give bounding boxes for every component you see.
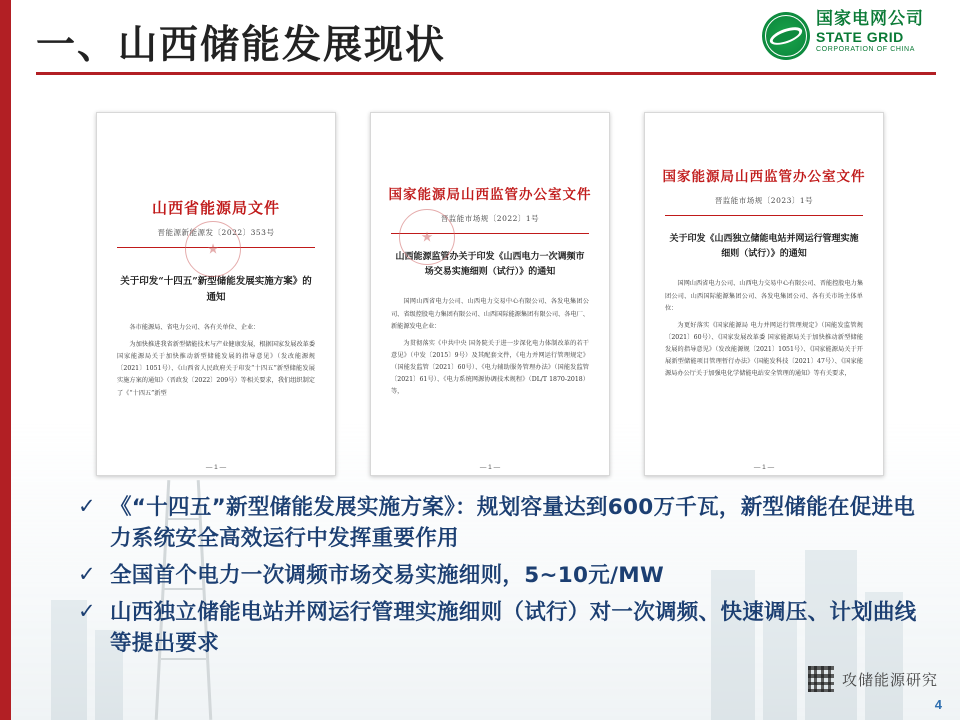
document-thumbnail[interactable] bbox=[96, 112, 336, 476]
document-paragraph: 国网山西省电力公司、山西电力交易中心有限公司、晋能控股电力集团公司、山西国际能源集团公司、各发电集团公司、各有关市场主体单位： bbox=[665, 280, 864, 312]
document-paragraph: 为加快推进我省新型储能技术与产业健康发展，根据国家发展改革委 国家能源局关于加快推动新型储能发展的指导意见》（发改能源规〔2021〕1051号）、《山西省人民政府关于印发“十四五”新型储能发展实施方案的通知》（晋政发〔2022〕209号）等相关要求，我们组织制定了《“十四五”新型 bbox=[117, 341, 316, 397]
document-page-mark: — 1 — bbox=[753, 464, 775, 471]
red-official-seal-icon: ★ bbox=[399, 209, 455, 265]
footer-brand-name: 攻储能源研究 bbox=[841, 670, 938, 689]
document-thumbnail-group bbox=[96, 112, 886, 474]
check-icon: ✓ bbox=[78, 494, 96, 518]
left-accent-bar bbox=[0, 0, 11, 720]
document-paragraph: 为更好落实《国家能源局 电力并网运行管理规定》（国能发监管规〔2021〕60号）、《国家发展改革委 国家能源局关于加快推动新型储能发展的指导意见》（发改能源规〔2021〕1051号）、《国家能源局关于开展新型储能项目管理暂行办法》（国能发科技〔2021〕47号）、《国家能源局办公厅关于加强电化学储能电站安全管理的通知》等有关要求， bbox=[665, 321, 863, 378]
check-icon: ✓ bbox=[78, 599, 96, 623]
bullet-item bbox=[72, 492, 917, 554]
document-number: 晋监能市场规〔2023〕1号 bbox=[714, 195, 814, 205]
document-thumbnail[interactable] bbox=[370, 112, 610, 476]
document-number: 晋能源新能源发〔2022〕353号 bbox=[157, 227, 275, 237]
document-thumbnail[interactable] bbox=[644, 112, 884, 476]
document-page-mark: — 1 — bbox=[205, 464, 227, 471]
document-number: 晋监能市场规〔2022〕1号 bbox=[440, 213, 540, 223]
bullet-list bbox=[72, 492, 917, 665]
qr-code-icon bbox=[808, 666, 834, 692]
document-paragraph: 各市能源局、省电力公司、各有关单位、企业： bbox=[129, 324, 260, 332]
bullet-text: 《“十四五”新型储能发展实施方案》：规划容量达到600万千瓦，新型储能在促进电力系统安全高效运行中发挥重要作用 bbox=[110, 495, 916, 551]
bullet-item bbox=[72, 560, 917, 591]
footer-brand bbox=[808, 666, 938, 692]
logo-company-en-sub: CORPORATION OF CHINA bbox=[816, 46, 915, 53]
check-icon: ✓ bbox=[78, 562, 96, 586]
logo-company-en: STATE GRID bbox=[816, 29, 904, 45]
bullet-text: 全国首个电力一次调频市场交易实施细则，5~10元/MW bbox=[110, 563, 664, 588]
document-paragraph: 为贯彻落实《中共中央 国务院关于进一步深化电力体制改革的若干意见》（中发〔2015〕9号）及其配套文件，《电力并网运行管理规定》（国能发监管〔2021〕60号）、《电力辅助服务管理办法》（国能发监管〔2021〕61号）、《电力系统网源协调技术规程》（DL/T 1870-2018）等， bbox=[391, 339, 589, 396]
bullet-item bbox=[72, 597, 917, 659]
document-body bbox=[385, 296, 595, 398]
document-title: 关于印发《山西独立储能电站并网运行管理实施细则（试行）》的通知 bbox=[669, 233, 859, 260]
document-header: 国家能源局山西监管办公室文件 bbox=[662, 169, 866, 185]
document-title: 山西能源监管办关于印发《山西电力一次调频市场交易实施细则（试行）》的通知 bbox=[395, 251, 585, 278]
logo-company-cn: 国家电网公司 bbox=[816, 9, 924, 29]
state-grid-logo bbox=[762, 10, 942, 62]
document-title: 关于印发“十四五”新型储能发展实施方案》的通知 bbox=[120, 275, 312, 303]
red-official-seal-icon: ★ bbox=[185, 221, 241, 277]
document-paragraph: 国网山西省电力公司、山西电力交易中心有限公司、各发电集团公司、省级控股电力集团有限公司、山西国际能源集团有限公司、各电厂、新能源发电企业： bbox=[391, 298, 589, 330]
document-header: 山西省能源局文件 bbox=[151, 199, 280, 217]
bullet-text: 山西独立储能电站并网运行管理实施细则（试行）对一次调频、快速调压、计划曲线等提出要求 bbox=[110, 600, 917, 656]
document-body bbox=[659, 278, 869, 380]
header-divider bbox=[36, 72, 936, 75]
document-page-mark: — 1 — bbox=[479, 464, 501, 471]
document-divider bbox=[665, 215, 863, 216]
page-title: 一、山西储能发展现状 bbox=[36, 23, 447, 68]
document-header: 国家能源局山西监管办公室文件 bbox=[388, 187, 592, 203]
page-number: 4 bbox=[934, 697, 942, 712]
state-grid-globe-icon bbox=[762, 12, 810, 60]
logo-text-block bbox=[816, 10, 942, 55]
document-body bbox=[111, 322, 321, 400]
